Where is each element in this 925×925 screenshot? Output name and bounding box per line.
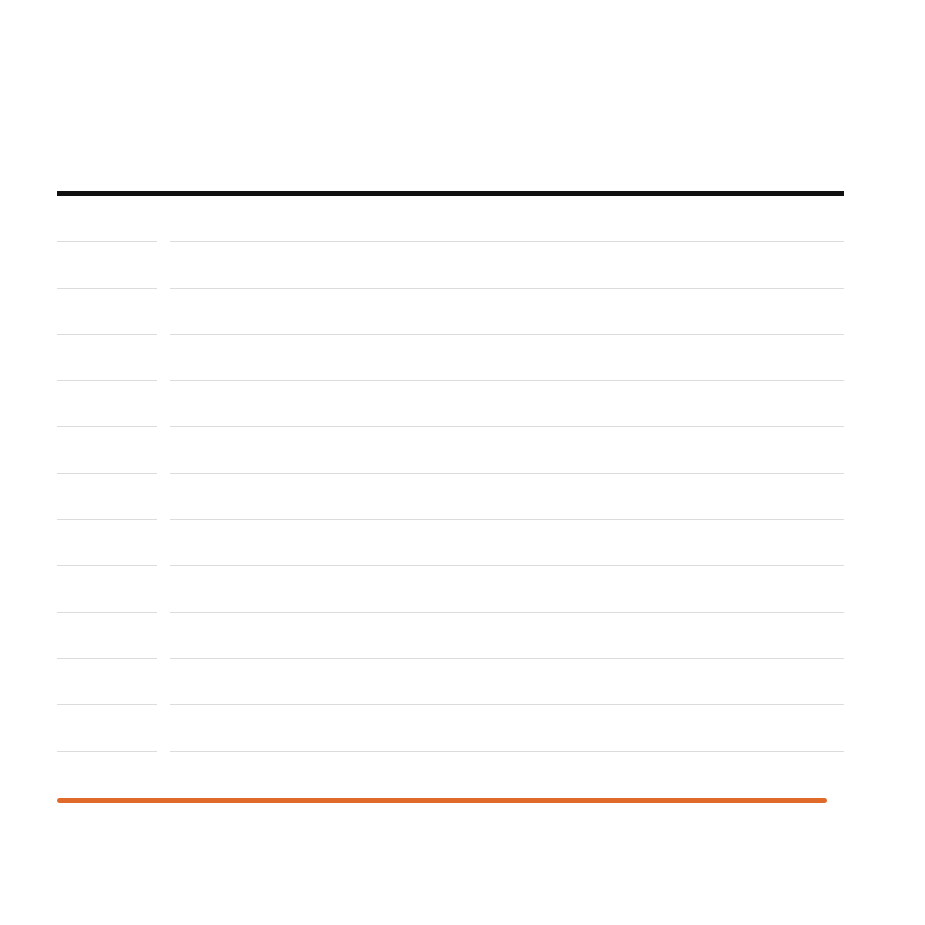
- spec-row-product-name: [57, 196, 844, 242]
- spec-row-power: [57, 381, 844, 427]
- spec-row-cri: [57, 520, 844, 566]
- spec-row-beam-angle: [57, 566, 844, 612]
- spec-row-color-temp: [57, 427, 844, 473]
- spec-row-lifespan: [57, 659, 844, 705]
- spec-row-dimensions: [57, 752, 844, 798]
- spec-row-cutout: [57, 613, 844, 659]
- bottom-accent-divider: [57, 798, 827, 803]
- spec-row-voltage: [57, 289, 844, 335]
- spec-row-model: [57, 242, 844, 288]
- spec-row-lumen: [57, 474, 844, 520]
- spec-table: [57, 196, 844, 798]
- spec-row-driver: [57, 335, 844, 381]
- spec-row-material: [57, 705, 844, 751]
